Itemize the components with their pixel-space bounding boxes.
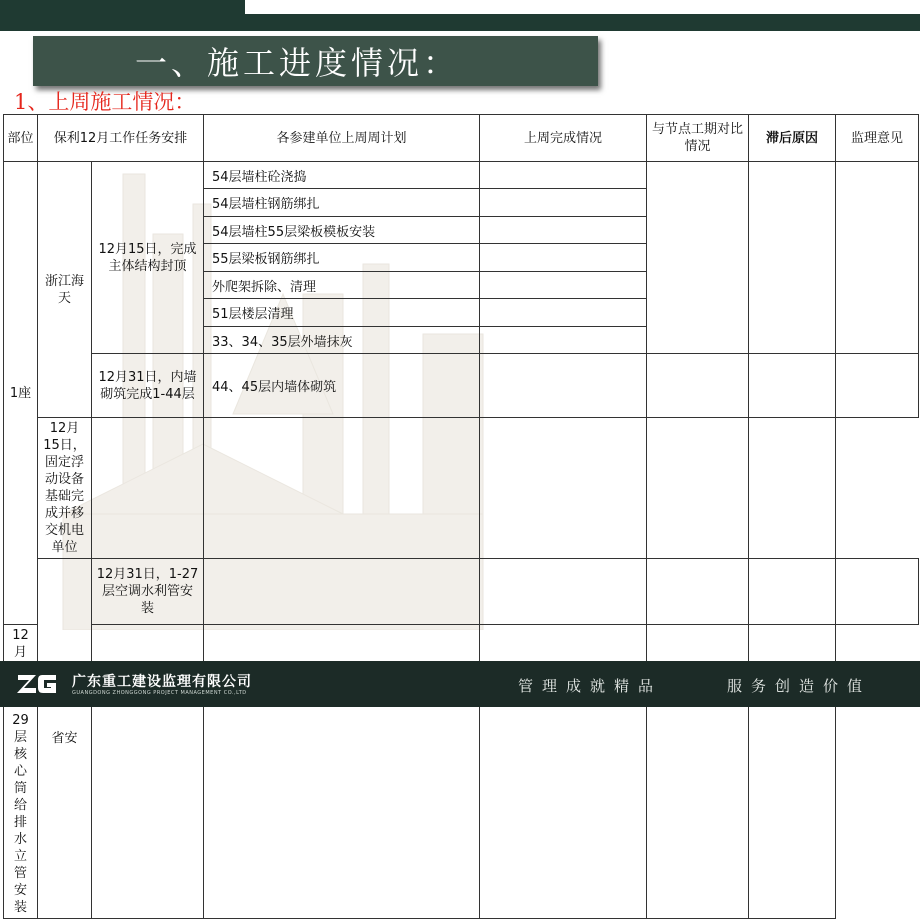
plan-cell — [204, 559, 480, 625]
task-cell: 12月31日，内墙砌筑完成1-44层 — [92, 354, 204, 418]
completion-cell — [480, 272, 647, 299]
header-task: 保利12月工作任务安排 — [38, 115, 204, 162]
comparison-cell — [647, 559, 749, 625]
title-banner — [33, 36, 598, 86]
task-cell: 12月 29层核心筒给排水立管安装 — [4, 625, 38, 919]
table-row — [4, 559, 919, 625]
task-cell: 12月15日，固定浮动设备基础完成并移交机电单位 — [38, 418, 92, 559]
header-location: 部位 — [4, 115, 38, 162]
completion-cell — [480, 559, 647, 625]
company-name-en: GUANGDONG ZHONGGONG PROJECT MANAGEMENT CO.,LTD — [72, 690, 247, 696]
comparison-cell — [647, 162, 749, 354]
plan-cell: 51层楼层清理 — [204, 299, 480, 327]
delay-cell — [749, 354, 836, 418]
completion-cell — [480, 189, 647, 217]
opinion-cell — [836, 162, 919, 354]
building-cell: 1座 — [4, 162, 38, 625]
comparison-cell — [480, 418, 647, 559]
completion-cell — [480, 217, 647, 244]
completion-cell — [480, 299, 647, 327]
completion-cell — [480, 327, 647, 354]
progress-table — [3, 114, 919, 919]
company-name-cn: 广东重工建设监理有限公司 — [72, 674, 252, 690]
completion-cell — [480, 244, 647, 272]
opinion-cell — [836, 559, 919, 625]
plan-cell: 54层墙柱钢筋绑扎 — [204, 189, 480, 217]
plan-cell — [92, 418, 204, 559]
slogan-service: 服务创造价值 — [727, 677, 872, 695]
table-header-row — [4, 115, 919, 162]
header-delay-reason: 滞后原因 — [749, 115, 836, 162]
section-subtitle: 1、上周施工情况： — [14, 90, 196, 114]
plan-cell: 33、34、35层外墙抹灰 — [204, 327, 480, 354]
header-completion: 上周完成情况 — [480, 115, 647, 162]
table-row — [4, 162, 919, 189]
completion-cell — [204, 418, 480, 559]
completion-cell — [480, 162, 647, 189]
footer-bar — [0, 661, 920, 707]
unit-cell-zhejiang: 浙江海天 — [38, 162, 92, 418]
page-title: 一、施工进度情况： — [135, 44, 460, 82]
completion-cell — [480, 354, 647, 418]
plan-cell: 55层梁板钢筋绑扎 — [204, 244, 480, 272]
plan-cell: 外爬架拆除、清理 — [204, 272, 480, 299]
plan-cell: 54层墙柱砼浇捣 — [204, 162, 480, 189]
header-plan: 各参建单位上周周计划 — [204, 115, 480, 162]
header-supervisor-opinion: 监理意见 — [836, 115, 919, 162]
company-logo-icon — [16, 672, 64, 696]
comparison-cell — [647, 354, 749, 418]
table-row — [4, 418, 919, 559]
plan-cell: 54层墙柱55层梁板模板安装 — [204, 217, 480, 244]
unit-cell-shengan: 省安 — [38, 559, 92, 919]
task-cell: 12月15日，完成主体结构封顶 — [92, 162, 204, 354]
slogan-quality: 管理成就精品 — [518, 677, 663, 695]
top-bar-highlight — [245, 0, 920, 14]
opinion-cell — [749, 418, 836, 559]
task-cell: 12月31日，1-27层空调水利管安装 — [92, 559, 204, 625]
table-row — [4, 354, 919, 418]
delay-cell — [647, 418, 749, 559]
delay-cell — [749, 559, 836, 625]
header-node-comparison: 与节点工期对比情况 — [647, 115, 749, 162]
opinion-cell — [836, 354, 919, 418]
plan-cell: 44、45层内墙体砌筑 — [204, 354, 480, 418]
delay-cell — [749, 162, 836, 354]
